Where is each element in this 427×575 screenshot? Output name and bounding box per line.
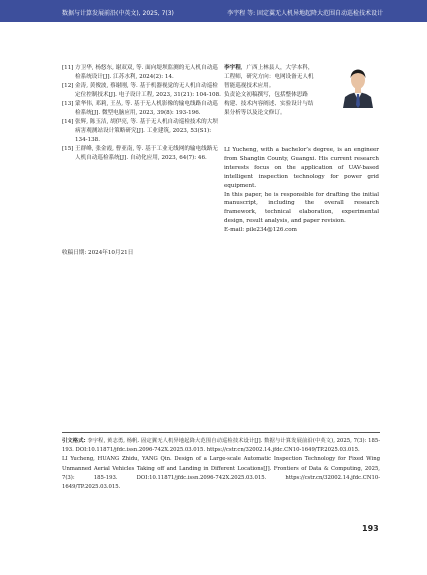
reference-item: [62, 64, 222, 82]
author-portrait-image: [340, 64, 376, 108]
bio-line: 智能巡视技术应用。: [224, 82, 275, 89]
reference-text: 方卫华, 杨悠东, 谢双双, 等. 面向堤坝监测的无人机自动巡检系统设计[J]. 江苏水利, 2024(2): 14.: [75, 65, 218, 80]
reference-number: [13]: [62, 101, 74, 107]
bio-line: 负责论文初稿撰写，包括整体思路: [224, 91, 308, 98]
footnote-divider: [62, 432, 380, 433]
citation-block: [62, 437, 380, 492]
reference-list: [62, 64, 222, 163]
reference-number: [15]: [62, 146, 74, 152]
reference-item: [62, 145, 222, 163]
reference-number: [11]: [62, 65, 74, 71]
running-title: 李宇程 等: 固定翼无人机异地起降大范围自动巡检技术设计: [227, 10, 383, 17]
author-email: E-mail: pile234@126.com: [224, 227, 297, 234]
citation-cn: 李宇程, 黄志勇, 杨帆. 固定翼无人机异地起降大范围自动巡检技术设计[J]. 数据与计算发展前沿(中英文), 2025, 7(3): 185-193. DOI:10.11871/jfdc.issn.2096-742X.2025.03.015. https://cstr.cn/32002.14.jfdc.CN10-1649/TP.2025.03.015.: [62, 438, 380, 454]
running-header: [0, 0, 427, 22]
reference-text: 王群峰, 张金霞, 曹亚南, 等. 基于工业无线网的输电线路无人机自动巡检系统[J]. 自动化应用, 2023, 64(7): 46.: [75, 146, 218, 161]
received-date: 收稿日期: 2024年10月21日: [62, 250, 134, 256]
reference-item: [62, 118, 222, 145]
reference-item: [62, 82, 222, 100]
page-number: 193: [362, 524, 379, 533]
reference-text: 蒙华伟, 邓莉, 王丛, 等. 基于无人机影像的输电线路自动巡检系统[J]. 微型电脑应用, 2023, 39(8): 193-196.: [75, 101, 218, 116]
reference-number: [14]: [62, 119, 74, 125]
citation-label: 引文格式:: [62, 438, 86, 444]
citation-en: LI Yucheng, HUANG Zhidu, YANG Qin. Design of a Large-scale Automatic Inspection Technology for Fixed Wing Unmanned Aerial Vehicles Taking off and Landing in Different Locations[J]. Frontiers of Data & Computing, 2025, 7(3): 185-193. DOI:10.11871/jfdc.issn.2096-742X.2025.03.015. https://cstr.cn/32002.14.jfdc.CN10-1649/TP.2025.03.015.: [62, 456, 380, 491]
reference-number: [12]: [62, 83, 74, 89]
bio-line: 构建、技术内容阐述、实验设计与结: [224, 100, 314, 107]
author-name-en: LI Yucheng: [224, 147, 257, 153]
bio-line: ，广西上林县人，大学本科，: [240, 65, 314, 71]
reference-text: 金涛, 黄俊波, 蔡谢刚, 等. 基于机器视觉的无人机自动巡检定位控制技术[J]. 电子设计工程, 2023, 31(21): 104-108.: [75, 83, 221, 98]
journal-info: 数据与计算发展前沿(中英文), 2025, 7(3): [62, 10, 174, 17]
reference-item: [62, 100, 222, 118]
bio-line: 工程师，研究方向：电网设备无人机: [224, 73, 314, 80]
bio-line: 果分析等以及论文修订。: [224, 109, 286, 116]
bio-contribution-en: In this paper, he is responsible for drafting the initial manuscript, including the overall research framework, technical elaboration, experimental design, result analysis, and paper revision.: [224, 191, 379, 225]
author-bio-en: [224, 146, 379, 235]
reference-text: 张辉, 陈玉洁, 胡伊亮, 等. 基于无人机自动巡检技术的大坝病害观测站设计策略研究[J]. 工业建筑, 2023, 53(S1): 134-138.: [75, 119, 218, 143]
author-photo: [340, 64, 376, 108]
author-name-cn: 李宇程: [224, 65, 241, 71]
bio-text-en: , with a bachelor’s degree, is an engineer from Shanglin County, Guangxi. His current research interests focus on the application of UAV-based intelligent inspection technology for power grid equipment.: [224, 147, 379, 189]
